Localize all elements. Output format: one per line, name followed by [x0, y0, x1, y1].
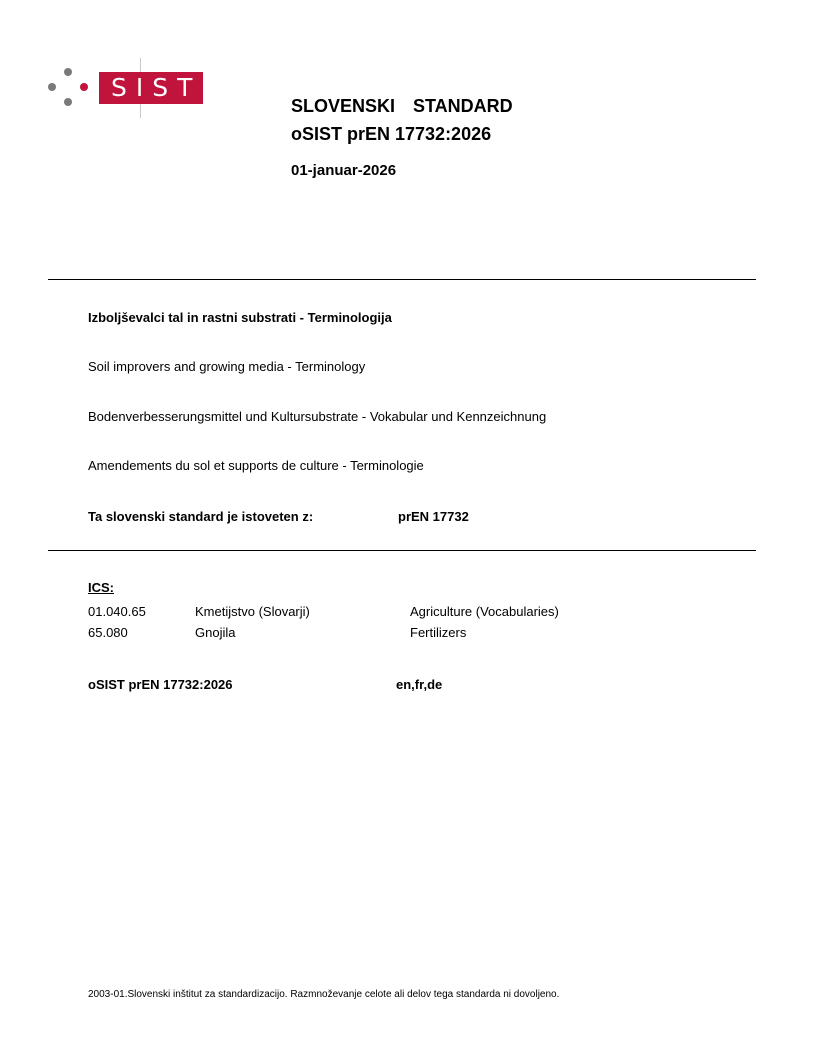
ics-label: ICS:	[88, 580, 114, 595]
sist-logo-dots-icon	[48, 68, 90, 110]
ics-desc-en: Agriculture (Vocabularies)	[410, 604, 559, 619]
copyright-notice: 2003-01.Slovenski inštitut za standardizacijo. Razmnoževanje celote ali delov tega standarda ni dovoljeno.	[88, 989, 560, 1000]
ics-desc-sl: Gnojila	[195, 625, 236, 640]
title-slovenian: Izboljševalci tal in rastni substrati - Terminologija	[88, 310, 392, 325]
document-languages: en,fr,de	[396, 677, 443, 692]
sist-logo: SIST	[99, 72, 203, 104]
document-code: oSIST prEN 17732:2026	[88, 677, 233, 692]
title-english: Soil improvers and growing media - Terminology	[88, 359, 366, 374]
ics-row	[88, 625, 648, 643]
ics-code: 01.040.65	[88, 604, 146, 619]
divider-top	[48, 279, 756, 280]
title-german: Bodenverbesserungsmittel und Kultursubstrate - Vokabular und Kennzeichnung	[88, 409, 547, 424]
identical-value: prEN 17732	[398, 509, 469, 524]
divider-bottom	[48, 550, 756, 551]
standard-number: oSIST prEN 17732:2026	[291, 124, 492, 144]
ics-desc-en: Fertilizers	[410, 625, 467, 640]
ics-code: 65.080	[88, 625, 128, 640]
publication-date: 01-januar-2026	[291, 162, 397, 179]
identical-label: Ta slovenski standard je istoveten z:	[88, 509, 314, 524]
ics-desc-sl: Kmetijstvo (Slovarji)	[195, 604, 310, 619]
title-french: Amendements du sol et supports de culture - Terminologie	[88, 458, 424, 473]
standard-type: SLOVENSKI STANDARD	[291, 96, 513, 116]
ics-row	[88, 604, 648, 622]
